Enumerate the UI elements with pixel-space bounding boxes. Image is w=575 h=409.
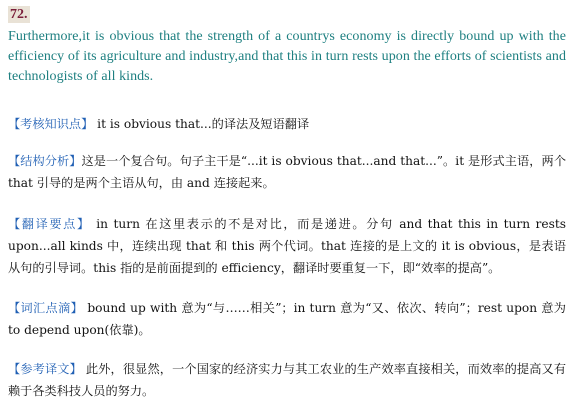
section-tag: 【参考译文】 (8, 362, 82, 376)
question-number: 72. (10, 7, 28, 22)
section-text: 此外，很显然，一个国家的经济实力与其工农业的生产效率直接相关，而效率的提高又有赖于各类科技人员的努力。 (8, 362, 567, 398)
section-tag: 【结构分析】 (8, 154, 82, 168)
section-vocabulary (8, 297, 566, 341)
section-structure-analysis (8, 150, 566, 194)
section-knowledge-point (8, 113, 566, 135)
section-translation-points (8, 213, 566, 279)
section-text: bound up with 意为“与……相关”；in turn 意为“又、依次、转向”；rest upon 意为 to depend upon(依靠)。 (8, 301, 566, 337)
english-sentence: Furthermore,it is obvious that the strength of a countrys economy is directly bound up with the efficiency of its agriculture and industry,and that this in turn rests upon the efforts of scientists and technologists of all kinds. (8, 29, 566, 84)
section-tag: 【考核知识点】 (8, 117, 94, 131)
section-tag: 【词汇点滴】 (8, 301, 84, 315)
section-text: in turn 在这里表示的不是对比，而是递进。分句 and that this in turn rests upon...all kinds 中，连续出现 that 和 this 两个代词。that 连接的是上文的 it is obvious，是表语从句的引导词。this 指的是前面提到的 efficiency，翻译时要重复一下，即“效率的提高”。 (8, 217, 566, 275)
section-reference-translation (8, 358, 566, 402)
section-text: it is obvious that...的译法及短语翻译 (93, 117, 310, 131)
section-text: 这是一个复合句。句子主干是“...it is obvious that...and that...”。it 是形式主语，两个 that 引导的是两个主语从句，由 and 连接起来。 (8, 154, 567, 190)
section-tag: 【翻译要点】 (8, 217, 91, 231)
